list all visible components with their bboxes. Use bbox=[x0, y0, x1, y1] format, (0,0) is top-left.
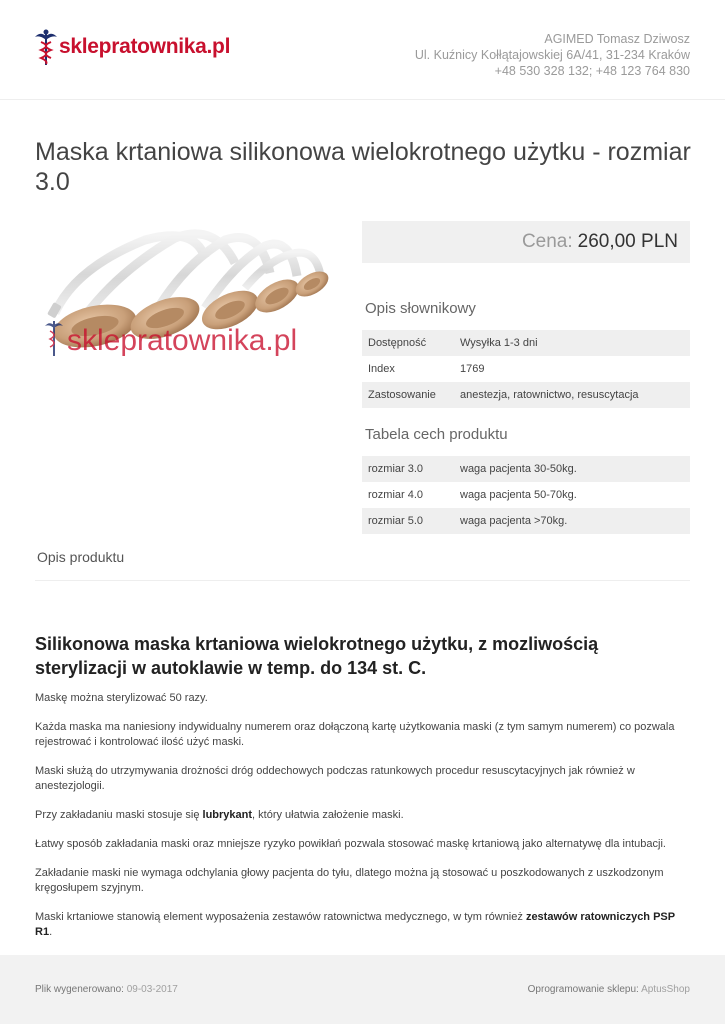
software-label: Oprogramowanie sklepu: bbox=[527, 984, 639, 995]
rescue-kits-link: zestawów ratowniczych PSP R1 bbox=[35, 911, 675, 938]
row-value: 1769 bbox=[460, 363, 485, 375]
description-paragraph: Każda maska ma naniesiony indywidualny numerem oraz dołączoną kartę użytkowania maski (z tym samym numerem) co pozwala rejestrować i kontrolować ilość użyć maski. bbox=[35, 721, 675, 748]
description-paragraph: Łatwy sposób zakładania maski oraz mniejsze ryzyko powikłań pozwala stosować maskę krtaniową jako alternatywę dla intubacji. bbox=[35, 838, 666, 850]
description-paragraph bbox=[35, 910, 690, 940]
lubricant-link: lubrykant bbox=[202, 809, 253, 821]
company-info bbox=[415, 31, 690, 79]
table-row bbox=[362, 382, 690, 408]
table-row bbox=[362, 356, 690, 382]
row-key: Zastosowanie bbox=[368, 389, 436, 401]
row-key: Dostępność bbox=[368, 337, 427, 349]
row-value: Wysyłka 1-3 dni bbox=[460, 337, 538, 349]
caduceus-icon bbox=[33, 28, 59, 66]
page-header bbox=[0, 0, 725, 100]
row-key: Index bbox=[368, 363, 395, 375]
page-footer bbox=[0, 955, 725, 1024]
generated-info bbox=[35, 984, 178, 995]
row-value: anestezja, ratownictwo, resuscytacja bbox=[460, 389, 639, 401]
price-box bbox=[362, 221, 690, 263]
description-paragraph: Zakładanie maski nie wymaga odchylania głowy pacjenta do tyłu, dlatego można ją stosować u poszkodowanych z uszkodzonym kręgosłupem szyjnym. bbox=[35, 867, 664, 894]
paragraph-text: Maski krtaniowe stanowią element wyposażenia zestawów ratownictwa medycznego, w tym również bbox=[35, 911, 526, 923]
description-paragraph: Maskę można sterylizować 50 razy. bbox=[35, 692, 208, 704]
logo-text: sklepratownika.pl bbox=[59, 35, 231, 58]
software-link[interactable]: AptusShop bbox=[641, 984, 690, 995]
company-name: AGIMED Tomasz Dziwosz bbox=[544, 32, 690, 46]
company-address: Ul. Kuźnicy Kołłątajowskiej 6A/41, 31-234 Kraków bbox=[414, 48, 690, 62]
generated-label: Plik wygenerowano: bbox=[35, 984, 124, 995]
table-row bbox=[362, 482, 690, 508]
row-key: rozmiar 3.0 bbox=[368, 463, 424, 475]
features-title: Tabela cech produktu bbox=[365, 426, 508, 443]
laryngeal-masks-illustration bbox=[35, 218, 345, 378]
dictionary-table bbox=[362, 330, 690, 408]
description-heading: Silikonowa maska krtaniowa wielokrotnego użytku, z mozliwością sterylizacji w autoklawie w temp. do 134 st. C. bbox=[35, 634, 599, 678]
store-logo[interactable] bbox=[33, 28, 230, 66]
product-image[interactable] bbox=[35, 218, 345, 378]
tab-product-description[interactable] bbox=[35, 549, 690, 581]
description-body bbox=[35, 691, 690, 954]
price-value: 260,00 PLN bbox=[577, 231, 678, 252]
paragraph-text: . bbox=[49, 926, 53, 938]
watermark-text: sklepratownika.pl bbox=[67, 324, 298, 357]
features-table bbox=[362, 456, 690, 534]
row-key: rozmiar 5.0 bbox=[368, 515, 424, 527]
price-label: Cena: bbox=[521, 231, 573, 252]
software-info bbox=[528, 984, 690, 995]
description-paragraph bbox=[35, 808, 690, 823]
company-phone: +48 530 328 132; +48 123 764 830 bbox=[494, 64, 690, 78]
paragraph-text: , który ułatwia założenie maski. bbox=[252, 809, 404, 821]
description-paragraph: Maski służą do utrzymywania drożności dróg oddechowych podczas ratunkowych procedur resuscytacyjnych jak również w anestezjologii. bbox=[35, 765, 635, 792]
table-row bbox=[362, 330, 690, 356]
dictionary-title: Opis słownikowy bbox=[365, 300, 476, 317]
row-value: waga pacjenta 50-70kg. bbox=[460, 489, 577, 501]
product-title: Maska krtaniowa silikonowa wielokrotnego użytku - rozmiar 3.0 bbox=[35, 138, 691, 196]
row-key: rozmiar 4.0 bbox=[368, 489, 424, 501]
paragraph-text: Przy zakładaniu maski stosuje się bbox=[35, 809, 203, 821]
tab-label: Opis produktu bbox=[37, 549, 125, 565]
row-value: waga pacjenta >70kg. bbox=[460, 515, 568, 527]
table-row bbox=[362, 508, 690, 534]
table-row bbox=[362, 456, 690, 482]
row-value: waga pacjenta 30-50kg. bbox=[460, 463, 577, 475]
generated-date: 09-03-2017 bbox=[126, 984, 178, 995]
